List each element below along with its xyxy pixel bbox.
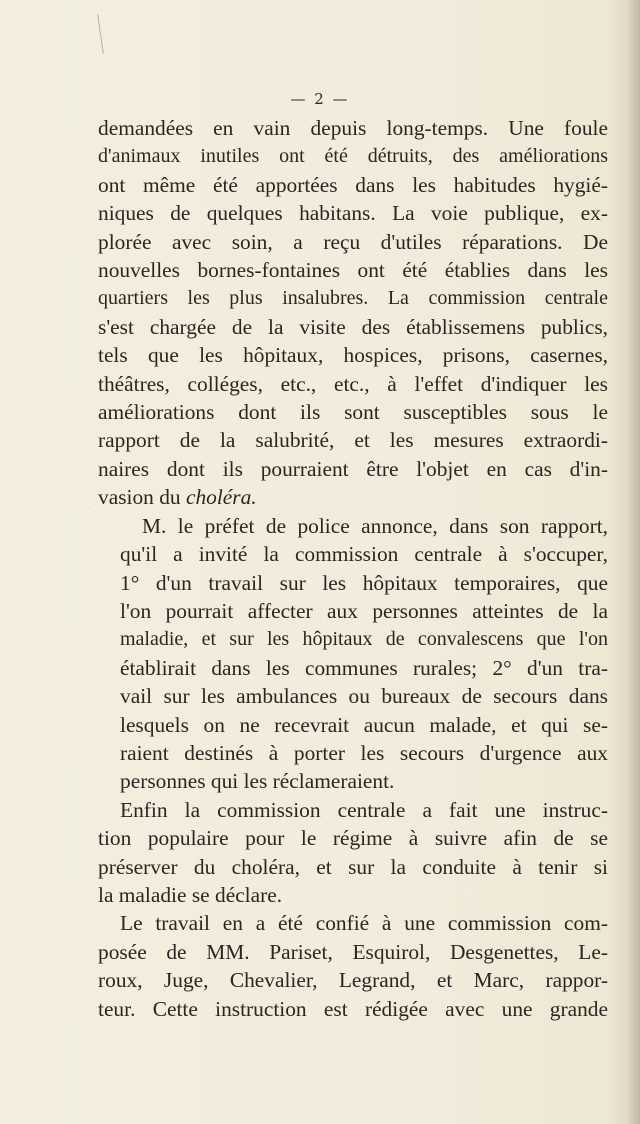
paragraph-2 xyxy=(98,512,608,796)
text-line: posée de MM. Pariset, Esquirol, Desgenettes, Le- xyxy=(98,939,608,964)
page-edge-shadow xyxy=(626,0,640,1124)
margin-mark xyxy=(97,14,106,54)
text-line: quartiers les plus insalubres. La commission centrale xyxy=(98,287,608,310)
text-fragment: vasion du xyxy=(98,485,181,510)
text-line: préserver du choléra, et sur la conduite à tenir si xyxy=(98,854,608,879)
text-line: 1° d'un travail sur les hôpitaux temporaires, que xyxy=(120,570,608,595)
text-line: s'est chargée de la visite des établissemens publics, xyxy=(98,314,608,339)
text-line: naires dont ils pourraient être l'objet en cas d'in- xyxy=(98,456,608,481)
text-line: qu'il a invité la commission centrale à s'occuper, xyxy=(120,542,608,567)
text-line: plorée avec soin, a reçu d'utiles réparations. De xyxy=(98,229,608,254)
text-line: la maladie se déclare. xyxy=(98,882,283,907)
text-line: Enfin la commission centrale a fait une instruc- xyxy=(120,797,608,822)
text-line: M. le préfet de police annonce, dans son rapport, xyxy=(142,513,608,538)
text-line: demandées en vain depuis long-temps. Une foule xyxy=(98,116,608,140)
text-line: théâtres, colléges, etc., etc., à l'effet d'indiquer les xyxy=(98,371,608,396)
italic-term: choléra. xyxy=(185,485,257,510)
paragraph-4 xyxy=(98,909,608,1023)
text-line: d'animaux inutiles ont été détruits, des améliorations xyxy=(98,145,608,168)
text-line: maladie, et sur les hôpitaux de convalescens que l'on xyxy=(120,628,608,651)
paragraph-3 xyxy=(98,796,608,910)
text-line: tels que les hôpitaux, hospices, prisons, casernes, xyxy=(98,343,608,368)
text-line: teur. Cette instruction est rédigée avec une grande xyxy=(98,996,608,1021)
text-line: lesquels on ne recevrait aucun malade, et qui se- xyxy=(120,712,608,737)
text-line: personnes qui les réclameraient. xyxy=(120,769,395,794)
text-line: niques de quelques habitans. La voie publique, ex- xyxy=(98,201,608,226)
text-line: vail sur les ambulances ou bureaux de secours dans xyxy=(120,684,608,709)
text-line: ont même été apportées dans les habitudes hygié- xyxy=(98,172,608,197)
text-line: roux, Juge, Chevalier, Legrand, et Marc, rappor- xyxy=(98,968,608,993)
text-line: Le travail en a été confié à une commission com- xyxy=(120,911,608,936)
text-line: améliorations dont ils sont susceptibles sous le xyxy=(98,400,608,425)
text-line: nouvelles bornes-fontaines ont été établies dans les xyxy=(98,258,608,283)
text-line: raient destinés à porter les secours d'urgence aux xyxy=(120,740,608,765)
paragraph-1 xyxy=(98,114,608,512)
text-line xyxy=(98,483,608,511)
text-line: tion populaire pour le régime à suivre afin de se xyxy=(98,826,608,851)
body-text xyxy=(98,114,608,1023)
text-line: rapport de la salubrité, et les mesures extraordi- xyxy=(98,428,608,453)
text-line: établirait dans les communes rurales; 2° d'un tra- xyxy=(120,655,608,680)
text-line: l'on pourrait affecter aux personnes atteintes de la xyxy=(120,598,608,623)
page-number: — 2 — xyxy=(290,90,350,108)
